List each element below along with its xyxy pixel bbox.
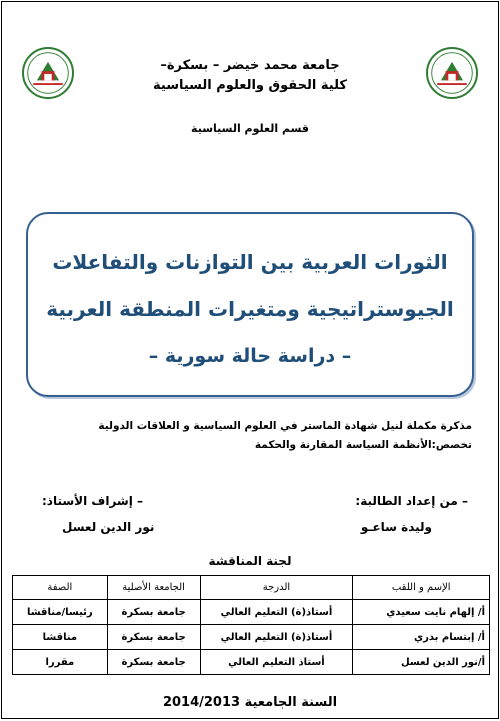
member-rank: أستاذ(ة) التعليم العالي — [200, 600, 353, 625]
supervisor-label: – إشراف الأستاذ: — [42, 494, 143, 508]
memo-description — [32, 417, 472, 455]
thesis-subtitle: – دراسة حالة سورية – — [148, 345, 352, 367]
memo-degree-line: مذكرة مكملة لنيل شهادة الماستر في العلوم السياسية و العلاقات الدولية — [98, 420, 472, 432]
department-name: قسم العلوم السياسية — [191, 122, 309, 135]
memo-specialty-line: تخصص:الأنظمة السياسة المقارنة والحكمة — [254, 439, 472, 451]
member-role: مناقشا — [13, 625, 108, 650]
column-header-university: الجامعة الأصلية — [107, 576, 200, 600]
academic-year: السنة الجامعية 2014/2013 — [162, 695, 338, 710]
student-name: وليدة ساعـو — [360, 520, 432, 534]
thesis-cover-page — [1, 1, 499, 719]
table-row — [13, 600, 490, 625]
committee-table — [12, 575, 490, 675]
column-header-role: الصفة — [13, 576, 108, 600]
supervisor-name: نور الدين لعسل — [62, 520, 155, 534]
table-header-row — [13, 576, 490, 600]
member-role: مقررا — [13, 650, 108, 675]
member-rank: أستاذ(ة) التعليم العالي — [200, 625, 353, 650]
member-university: جامعة بسكرة — [107, 600, 200, 625]
prepared-by-label: – من إعداد الطالبة: — [355, 494, 468, 508]
thesis-title-line-2: الجيوستراتيجية ومتغيرات المنطقة العربية — [46, 297, 454, 321]
member-name: أ/ إبتسام بدري — [353, 625, 490, 650]
university-name: جامعة محمد خيضر – بسكرة– — [160, 58, 340, 73]
member-name: أ/نور الدين لعسل — [353, 650, 490, 675]
member-name: أ/ إلهام نايت سعيدي — [353, 600, 490, 625]
table-row — [13, 625, 490, 650]
thesis-title-line-1: الثورات العربية بين التوازنات والتفاعلات — [52, 250, 448, 274]
member-university: جامعة بسكرة — [107, 625, 200, 650]
university-header — [2, 56, 498, 96]
member-rank: أستاذ التعليم العالي — [200, 650, 353, 675]
member-role: رئيسا/مناقشا — [13, 600, 108, 625]
faculty-name: كلية الحقوق والعلوم السياسية — [153, 78, 347, 93]
table-row — [13, 650, 490, 675]
thesis-title-box — [26, 212, 474, 397]
committee-title: لجنة المناقشة — [208, 554, 292, 568]
member-university: جامعة بسكرة — [107, 650, 200, 675]
column-header-name: الإسم و اللقب — [353, 576, 490, 600]
column-header-rank: الدرجة — [200, 576, 353, 600]
